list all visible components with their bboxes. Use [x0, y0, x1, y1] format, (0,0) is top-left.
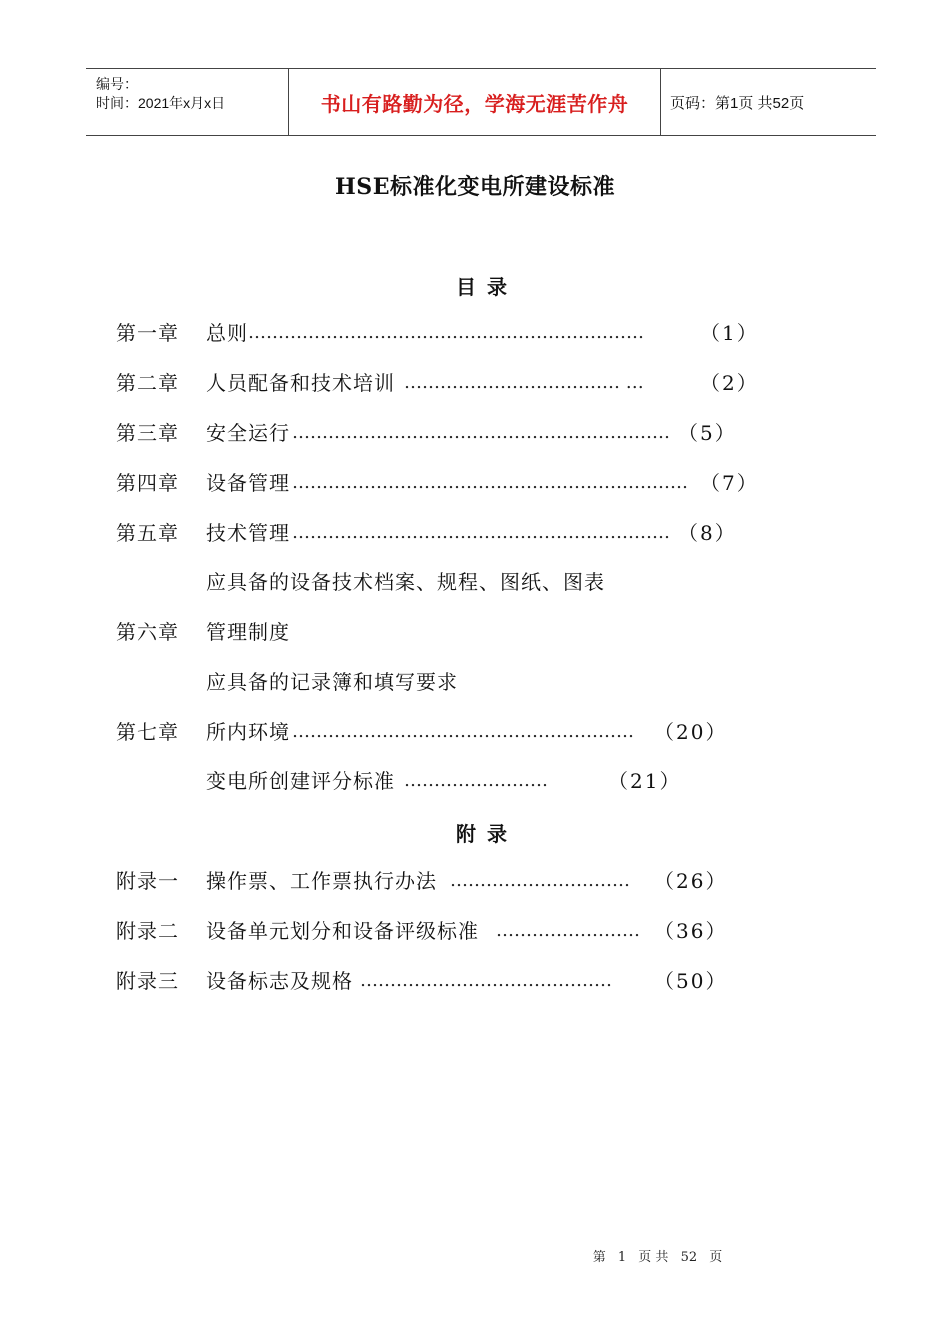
toc-page: （2） — [700, 371, 759, 395]
toc-subtitle: 应具备的设备技术档案、规程、图纸、图表 — [206, 570, 605, 594]
toc-title: 变电所创建评分标准 — [206, 769, 395, 793]
toc-title: 管理制度 — [206, 620, 290, 644]
document-title: HSE标准化变电所建设标准 — [335, 174, 615, 200]
toc-row[interactable] — [0, 667, 950, 697]
toc-row[interactable] — [0, 567, 950, 597]
toc-leader: ……………………………………………………… — [292, 522, 670, 543]
footer-suffix: 页 — [709, 1250, 723, 1265]
header-motto-cell — [288, 69, 661, 135]
toc-row[interactable] — [0, 617, 950, 647]
toc-page: （5） — [678, 421, 737, 445]
toc-leader: ………………………………………………………… — [248, 322, 644, 343]
toc-title: 总则 — [206, 321, 248, 345]
toc-title: 安全运行 — [206, 421, 290, 445]
toc-chapter: 第五章 — [116, 521, 179, 545]
toc-chapter: 第四章 — [116, 471, 179, 495]
toc-chapter: 第一章 — [116, 321, 179, 345]
appendix-title: 设备标志及规格 — [206, 969, 353, 993]
footer-page-number: 1 — [617, 1250, 627, 1265]
footer-prefix: 第 — [592, 1250, 606, 1265]
toc-page: （50） — [654, 969, 728, 993]
toc-row[interactable] — [0, 518, 950, 548]
toc-chapter: 第三章 — [116, 421, 179, 445]
toc-leader: …………………………………… — [360, 970, 612, 991]
toc-chapter: 第七章 — [116, 720, 179, 744]
toc-leader: ………………………………………………… — [292, 721, 634, 742]
contents-heading: 目 录 — [456, 275, 509, 299]
footer-middle: 页 共 — [638, 1250, 669, 1265]
header-meta — [86, 69, 288, 135]
toc-row[interactable] — [0, 318, 950, 348]
header-motto: 书山有路勤为径，学海无涯苦作舟 — [320, 91, 629, 116]
toc-row[interactable] — [0, 418, 950, 448]
toc-page: （1） — [700, 321, 759, 345]
toc-page: （7） — [700, 471, 759, 495]
appendix-chapter: 附录三 — [116, 969, 179, 993]
toc-page: （26） — [654, 869, 728, 893]
header-page-info: 页码：第1页 共52页 — [670, 94, 805, 112]
toc-leader: ……………………………… … — [404, 372, 644, 393]
appendix-heading: 附 录 — [456, 822, 509, 846]
toc-chapter: 第二章 — [116, 371, 179, 395]
appendix-chapter: 附录二 — [116, 919, 179, 943]
toc-leader: …………………… — [496, 920, 640, 941]
toc-title: 人员配备和技术培训 — [206, 371, 395, 395]
toc-page: （20） — [654, 720, 728, 744]
toc-row[interactable] — [0, 468, 950, 498]
toc-page: （36） — [654, 919, 728, 943]
toc-leader: ……………………………………………………… — [292, 422, 670, 443]
appendix-row[interactable] — [0, 916, 950, 946]
footer-total-pages: 52 — [680, 1250, 698, 1265]
toc-page: （21） — [608, 769, 682, 793]
toc-leader: ………………………………………………………… — [292, 472, 688, 493]
toc-title: 设备管理 — [206, 471, 290, 495]
toc-title: 所内环境 — [206, 720, 290, 744]
toc-row[interactable] — [0, 766, 950, 796]
appendix-row[interactable] — [0, 966, 950, 996]
header-table — [86, 68, 876, 136]
appendix-row[interactable] — [0, 866, 950, 896]
appendix-chapter: 附录一 — [116, 869, 179, 893]
toc-page: （8） — [678, 521, 737, 545]
toc-row[interactable] — [0, 717, 950, 747]
toc-row[interactable] — [0, 368, 950, 398]
toc-title: 技术管理 — [206, 521, 290, 545]
toc-subtitle: 应具备的记录簿和填写要求 — [206, 670, 458, 694]
appendix-title: 操作票、工作票执行办法 — [206, 869, 437, 893]
number-label: 编号： — [96, 76, 138, 92]
page-footer — [0, 1246, 950, 1265]
appendix-title: 设备单元划分和设备评级标准 — [206, 919, 479, 943]
toc-leader: …………………… — [404, 770, 548, 791]
time-label: 时间：2021年x月x日 — [96, 95, 226, 111]
toc-chapter: 第六章 — [116, 620, 179, 644]
toc-leader: ………………………… — [450, 870, 630, 891]
